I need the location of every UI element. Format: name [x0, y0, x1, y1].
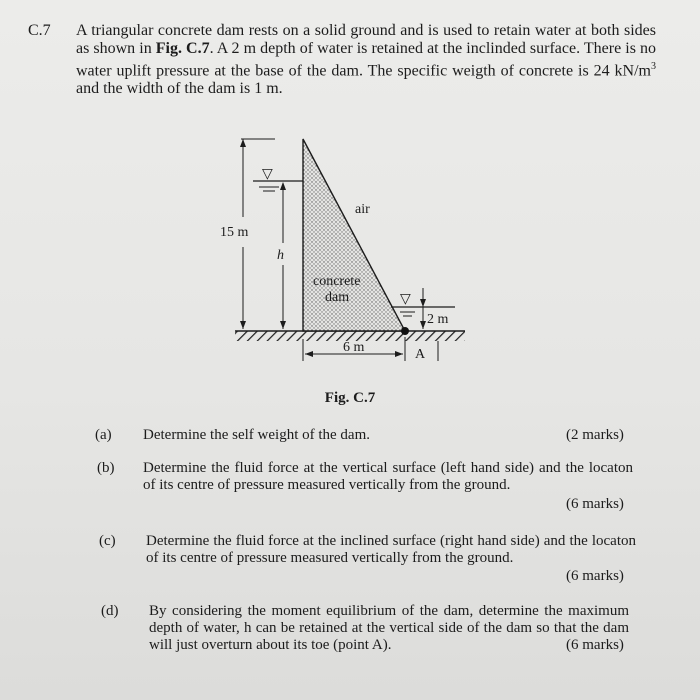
part-c-marks: (6 marks)	[566, 568, 624, 584]
h-arrow-top	[280, 182, 286, 190]
air-label: air	[355, 202, 370, 217]
dam-label: dam	[325, 290, 350, 305]
part-b-text: Determine the fluid force at the vertical surface (left hand side) and the locaton of its centre of pressure measured vertically from the ground.	[143, 460, 633, 493]
part-b-label: (b)	[97, 460, 115, 476]
intro-text-2: . A 2 m depth of water is retained at the inclinded surface. There is no water uplift pressure at the base of the dam. The specific weigth of concrete is 24 kN/m	[76, 40, 656, 80]
intro-text-1: A triangular concrete dam rests on a solid ground and is used to retain water at both sides as shown in	[76, 22, 656, 57]
toe-label: A	[415, 347, 426, 362]
base-label: 6 m	[343, 340, 365, 355]
left-free-surface-symbol: ▽	[262, 167, 273, 182]
part-a-marks: (2 marks)	[566, 427, 624, 443]
part-d-marks: (6 marks)	[566, 637, 624, 653]
height-arrow-top	[240, 139, 246, 147]
base-arrow-right	[395, 351, 403, 357]
part-c-text: Determine the fluid force at the inclined surface (right hand side) and the locaton of its centre of pressure measured vertically from the ground.	[146, 533, 636, 566]
toe-point	[401, 327, 409, 335]
figure-caption: Fig. C.7	[324, 390, 376, 406]
part-b-marks: (6 marks)	[566, 496, 624, 512]
part-d-text: By considering the moment equilibrium of the dam, determine the maximum depth of water, h can be retained at the vertical side of the dam so that the dam will just overturn about its toe (point A).	[149, 603, 629, 653]
part-a-label: (a)	[95, 427, 112, 443]
question-number: C.7	[28, 22, 51, 39]
part-a-text: Determine the self weight of the dam.	[143, 427, 371, 443]
right-free-surface-symbol: ▽	[400, 292, 411, 307]
unit-superscript: 3	[651, 61, 656, 72]
depth-arrow-top	[420, 299, 426, 307]
height-arrow-bottom	[240, 321, 246, 329]
depth-arrow-bottom	[420, 321, 426, 329]
h-label: h	[277, 248, 284, 263]
dam-body	[303, 139, 405, 331]
part-d-label: (d)	[101, 603, 119, 619]
part-c-label: (c)	[99, 533, 116, 549]
h-arrow-bottom	[280, 321, 286, 329]
intro-text-3: and the width of the dam is 1 m.	[76, 80, 283, 98]
question-intro	[76, 22, 656, 98]
dam-figure	[215, 125, 495, 375]
depth-label: 2 m	[427, 312, 449, 327]
figure-reference: Fig. C.7	[155, 40, 210, 57]
base-arrow-left	[305, 351, 313, 357]
height-label: 15 m	[220, 225, 249, 240]
concrete-label: concrete	[313, 274, 361, 289]
dam-diagram	[215, 125, 495, 375]
